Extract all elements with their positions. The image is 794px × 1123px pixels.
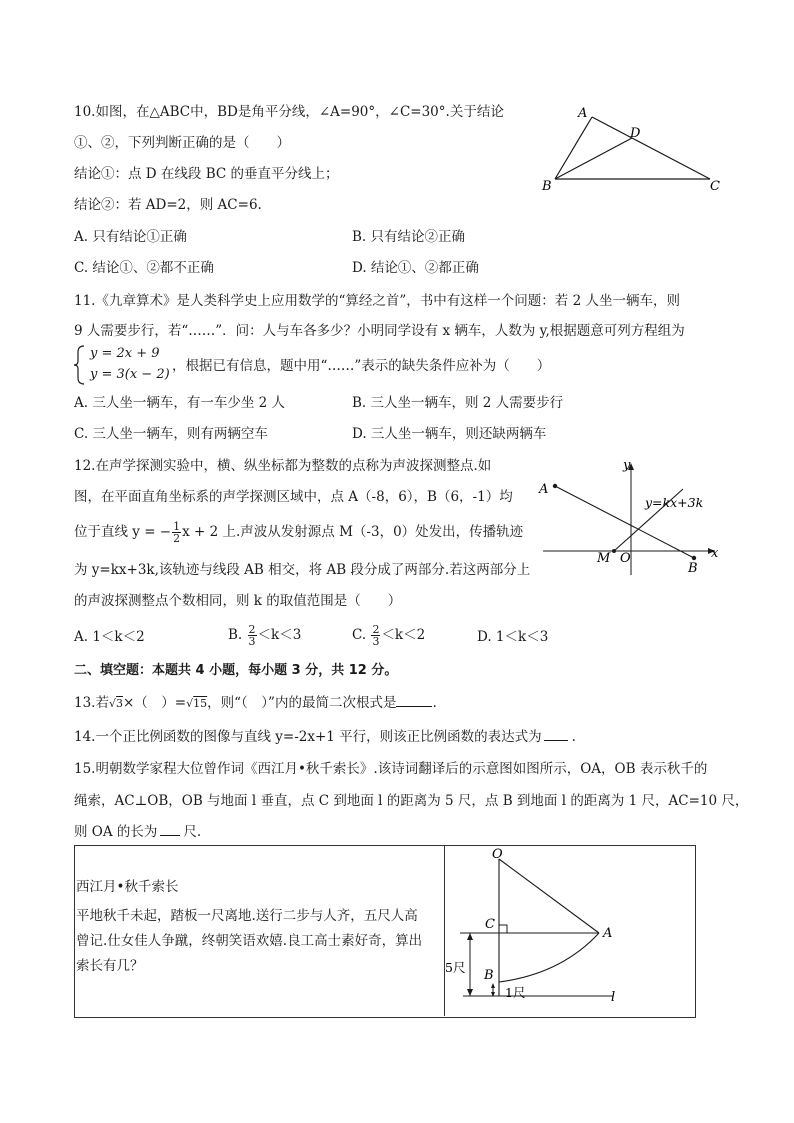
q13-radical-sqrt15: √15 <box>186 697 208 710</box>
q11-option-c[interactable]: C. 三人坐一辆车，则有两辆空车 <box>74 426 268 442</box>
q10-option-c[interactable]: C. 结论①、②都不正确 <box>74 260 214 276</box>
q12-line1: 12.在声学探测实验中，横、纵坐标都为整数的点称为声波探测整点.如 <box>74 458 492 474</box>
q15-label-five-chi: 5尺 <box>445 960 466 975</box>
q12-line3-end: x + 2 上.声波从发射源点 M（-3，0）处发出，传播轨迹 <box>182 524 524 540</box>
q12-line4: 为 y=kx+3k,该轨迹与线段 AB 相交，将 AB 段分成了两部分.若这两部分上 <box>74 562 531 578</box>
q15-poem-line2: 曾记.仕女佳人争蹴，终朝笑语欢嬉.良工高士素好奇，算出 <box>76 933 423 949</box>
q12-fraction-half: $\frac{1}{2}$ <box>173 520 181 545</box>
q10-line4: 结论②：若 AD=2，则 AC=6. <box>74 197 262 213</box>
q15-label-c: C <box>485 917 495 932</box>
q12-label-y: y <box>623 458 631 473</box>
q15-line3: 则 OA 的长为 尺. <box>74 824 202 840</box>
q10-label-b: B <box>542 179 552 194</box>
q12-label-line: y=kx+3k <box>645 495 704 510</box>
q12-label-b: B <box>688 561 698 576</box>
q10-label-c: C <box>710 179 720 194</box>
q10-triangle-figure <box>538 100 728 200</box>
q13-line: 13.若√3×（ ）=√15，则“（ ）”内的最简二次根式是 . <box>74 695 437 711</box>
q15-poem-line1: 平地秋千未起，踏板一尺离地.送行二步与人齐，五尺人高 <box>76 908 418 924</box>
q13-radical-sqrt3: √3 <box>108 697 123 710</box>
q10-line3: 结论①：点 D 在线段 BC 的垂直平分线上； <box>74 166 339 182</box>
q15-line2: 绳索，AC⊥OB，OB 与地面 l 垂直，点 C 到地面 l 的距离为 5 尺，点 B 到地面 l 的距离为 1 尺，AC=10 尺， <box>74 793 749 809</box>
section-2-heading: 二、填空题：本题共 4 小题，每小题 3 分，共 12 分。 <box>74 663 398 678</box>
q12-line5: 的声波探测整点个数相同，则 k 的取值范围是（ ） <box>74 593 402 609</box>
q11-equation-2: y = 3(x − 2) <box>90 367 170 382</box>
q15-answer-blank[interactable] <box>160 835 180 836</box>
q12-line2: 图，在平面直角坐标系的声学探测区域中，点 A（-8，6），B（6，-1）均 <box>74 489 513 505</box>
q12-label-a: A <box>539 482 549 497</box>
q13-answer-blank[interactable] <box>396 706 432 707</box>
q11-option-a[interactable]: A. 三人坐一辆车，有一车少坐 2 人 <box>74 395 286 411</box>
q15-label-l: l <box>611 990 616 1005</box>
q11-equation-1: y = 2x + 9 <box>90 346 160 361</box>
q12-label-o: O <box>620 551 631 566</box>
q15-swing-figure <box>445 846 693 1015</box>
q10-line1: 10.如图，在△ABC中，BD是角平分线，∠A=90°，∠C=30°.关于结论 <box>74 104 504 120</box>
q10-option-b[interactable]: B. 只有结论②正确 <box>352 229 466 245</box>
q15-label-b: B <box>484 968 494 983</box>
q15-label-one-chi: 1尺 <box>505 985 526 1000</box>
q10-option-d[interactable]: D. 结论①、②都正确 <box>352 260 479 276</box>
q11-option-b[interactable]: B. 三人坐一辆车，则 2 人需要步行 <box>352 395 564 411</box>
q11-line1: 11.《九章算术》是人类科学史上应用数学的“算经之首”，书中有这样一个问题：若 2 人坐一辆车，则 <box>74 293 680 309</box>
q11-option-d[interactable]: D. 三人坐一辆车，则还缺两辆车 <box>352 426 547 442</box>
q10-label-a: A <box>578 106 588 121</box>
q12-option-a[interactable]: A. 1＜k＜2 <box>74 629 145 645</box>
q12-option-d[interactable]: D. 1＜k＜3 <box>477 629 549 645</box>
q15-poem-line3: 索长有几？ <box>76 958 144 974</box>
q10-label-d: D <box>630 126 641 141</box>
q15-label-o: O <box>492 847 503 862</box>
q15-line1: 15.明朝数学家程大位曾作词《西江月•秋千索长》.该诗词翻译后的示意图如图所示，OA，OB 表示秋千的 <box>74 761 708 777</box>
q12-option-c[interactable]: C. $\frac{2}{3}$ ＜k＜2 <box>352 623 426 648</box>
q11-line3: ，根据已有信息，题中用“……”表示的缺失条件应补为（ ） <box>172 358 551 374</box>
q10-line2: ①、②，下列判断正确的是（ ） <box>74 135 290 151</box>
q12-line3 <box>74 521 523 544</box>
q12-coordinate-figure <box>535 455 725 580</box>
q15-label-a: A <box>603 926 613 941</box>
q14-line: 14.一个正比例函数的图像与直线 y=-2x+1 平行，则该正比例函数的表达式为 . <box>74 729 576 745</box>
q12-line3-start: 位于直线 y = − <box>74 524 172 540</box>
q12-label-m: M <box>597 551 611 566</box>
q12-option-b[interactable]: B. $\frac{2}{3}$ ＜k＜3 <box>228 623 302 648</box>
q14-answer-blank[interactable] <box>544 740 568 741</box>
q15-poem-title: 西江月•秋千索长 <box>76 879 179 895</box>
q10-option-a[interactable]: A. 只有结论①正确 <box>74 229 187 245</box>
q12-label-x: x <box>711 546 719 561</box>
q11-line2: 9 人需要步行，若“……”．问：人与车各多少？小明同学设有 x 辆车，人数为 y,根据题意可列方程组为 <box>74 323 685 339</box>
